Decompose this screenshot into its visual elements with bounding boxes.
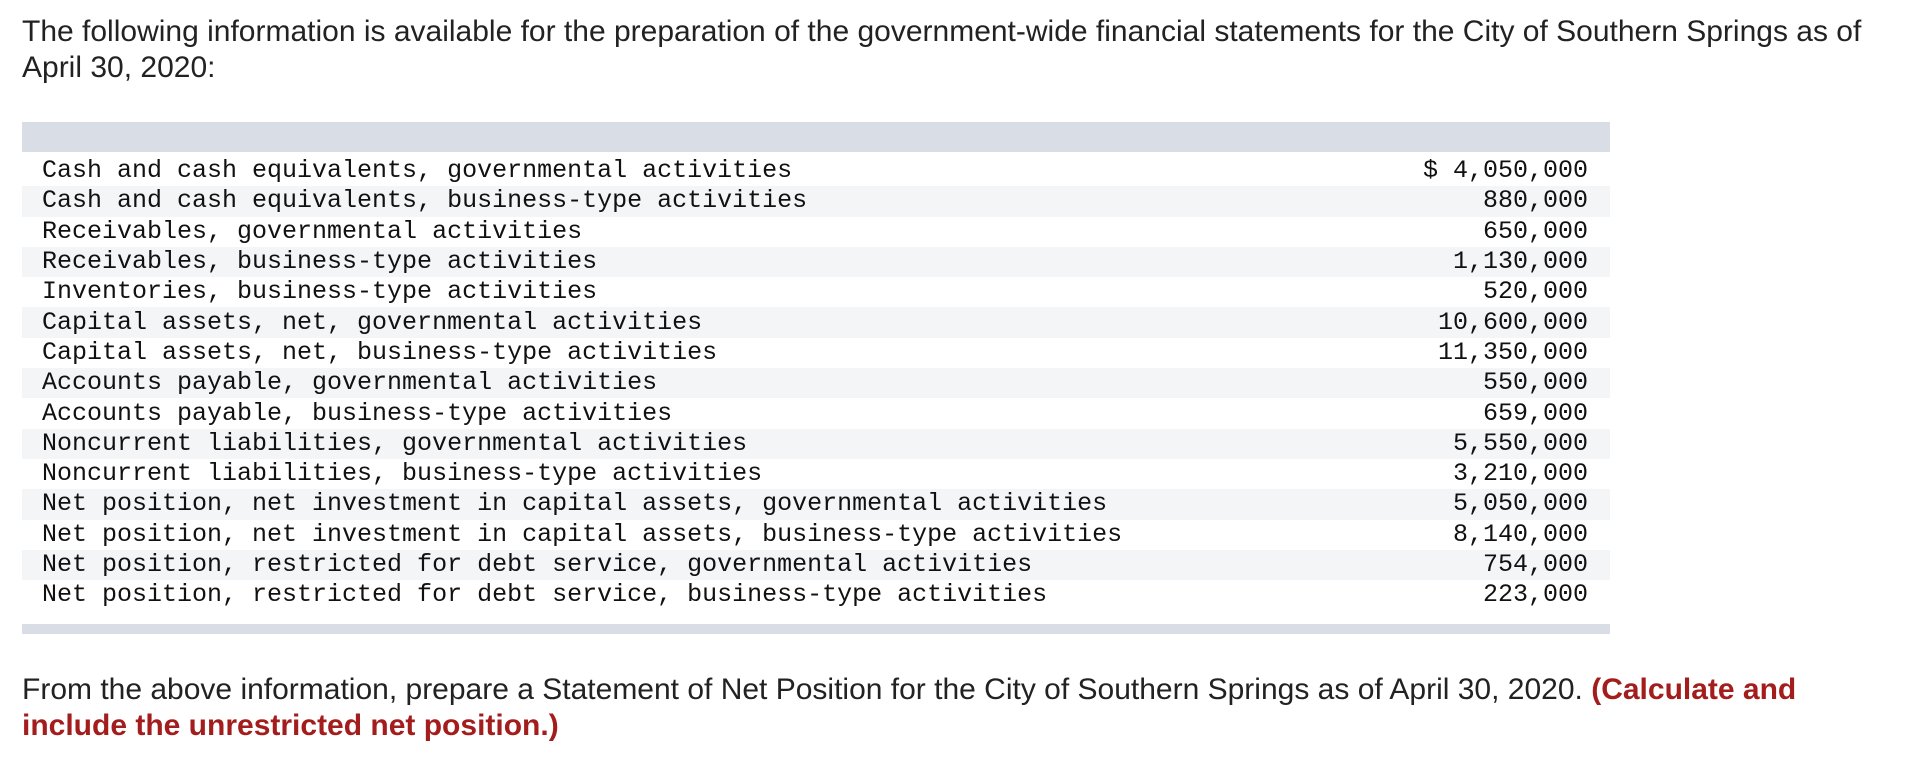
table-header-bar [22, 122, 1610, 152]
item-amount: 880,000 [1379, 186, 1610, 216]
table-row [22, 550, 1610, 580]
item-label: Noncurrent liabilities, governmental activities [22, 429, 1379, 459]
item-label: Capital assets, net, business-type activities [22, 338, 1379, 368]
table-row [22, 489, 1610, 519]
item-label: Accounts payable, business-type activities [22, 398, 1379, 428]
item-amount: 8,140,000 [1379, 520, 1610, 550]
table-row [22, 580, 1610, 610]
item-label: Receivables, business-type activities [22, 247, 1379, 277]
table-row [22, 429, 1610, 459]
item-label: Cash and cash equivalents, governmental activities [22, 156, 1379, 186]
table-row [22, 156, 1610, 186]
data-table [22, 122, 1610, 634]
item-label: Inventories, business-type activities [22, 277, 1379, 307]
item-label: Net position, restricted for debt service, business-type activities [22, 580, 1379, 610]
item-amount: 3,210,000 [1379, 459, 1610, 489]
item-amount: 1,130,000 [1379, 247, 1610, 277]
instruction-emphasis: (Calculate and include the unrestricted net position.) [22, 673, 1797, 742]
data-table-body [22, 156, 1610, 610]
table-row [22, 277, 1610, 307]
table-row [22, 459, 1610, 489]
item-amount: 5,050,000 [1379, 489, 1610, 519]
instruction-paragraph [22, 672, 1902, 744]
item-amount: $ 4,050,000 [1379, 156, 1610, 186]
item-label: Net position, net investment in capital assets, governmental activities [22, 489, 1379, 519]
item-label: Noncurrent liabilities, business-type activities [22, 459, 1379, 489]
intro-paragraph: The following information is available for the preparation of the government-wide financial statements for the City of Southern Springs as of April 30, 2020: [22, 15, 1862, 84]
table-row [22, 520, 1610, 550]
table-row [22, 307, 1610, 337]
item-label: Cash and cash equivalents, business-type activities [22, 186, 1379, 216]
item-amount: 550,000 [1379, 368, 1610, 398]
table-row [22, 368, 1610, 398]
item-amount: 520,000 [1379, 277, 1610, 307]
table-row [22, 338, 1610, 368]
table-row [22, 398, 1610, 428]
item-amount: 650,000 [1379, 217, 1610, 247]
table-row [22, 186, 1610, 216]
table-row [22, 247, 1610, 277]
table-row [22, 217, 1610, 247]
item-amount: 659,000 [1379, 398, 1610, 428]
item-label: Receivables, governmental activities [22, 217, 1379, 247]
item-amount: 11,350,000 [1379, 338, 1610, 368]
item-amount: 223,000 [1379, 580, 1610, 610]
item-label: Net position, net investment in capital assets, business-type activities [22, 520, 1379, 550]
instruction-text: From the above information, prepare a Statement of Net Position for the City of Southern Springs as of April 30, 2020. [22, 673, 1583, 706]
item-label: Capital assets, net, governmental activities [22, 307, 1379, 337]
item-amount: 754,000 [1379, 550, 1610, 580]
table-footer-bar [22, 624, 1610, 634]
item-label: Net position, restricted for debt service, governmental activities [22, 550, 1379, 580]
item-amount: 5,550,000 [1379, 429, 1610, 459]
item-label: Accounts payable, governmental activities [22, 368, 1379, 398]
item-amount: 10,600,000 [1379, 307, 1610, 337]
